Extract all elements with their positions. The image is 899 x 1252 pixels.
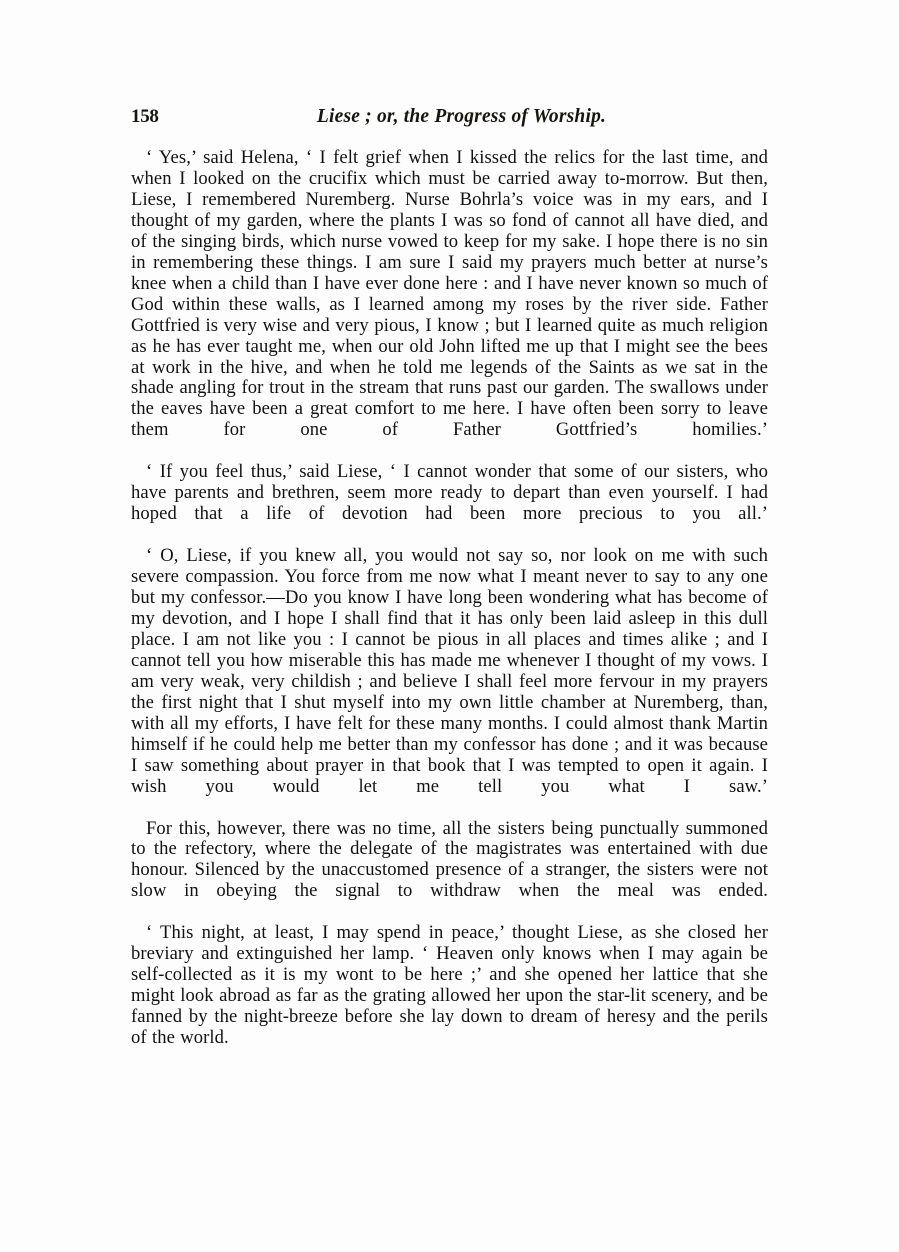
paragraph: ‘ Yes,’ said Helena, ‘ I felt grief when I kissed the relics for the last time, and when I looked on the crucifix which must be carried away to-morrow. But then, Liese, I remembered Nuremberg. Nurse Bohrla’s voice was in my ears, and I thought of my garden, where the plants I was so fond of cannot all have died, and of the singing birds, which nurse vowed to keep for my sake. I hope there is no sin in remembering these things. I am sure I said my prayers much better at nurse’s knee when a child than I have ever done here : and I have never known so much of God within these walls, as I learned among my roses by the river side. Father Gottfried is very wise and very pious, I know ; but I learned quite as much religion as he has ever taught me, when our old John lifted me up that I might see the bees at work in the hive, and when he told me legends of the Saints as we sat in the shade angling for trout in the stream that runs past our garden. The swallows under the eaves have been a great comfort to me here. I have often been sorry to leave them for one of Father Gottfried’s homilies.’ <box>131 147 768 441</box>
running-head-title: Liese ; or, the Progress of Worship. <box>316 106 607 127</box>
paragraph: ‘ This night, at least, I may spend in peace,’ thought Liese, as she closed her breviary and extinguished her lamp. ‘ Heaven only knows when I may again be self-collected as it is my wont to be here ;’ and she opened her lattice that she might look abroad as far as the grating allowed her upon the star-lit scenery, and be fanned by the night-breeze before she lay down to dream of heresy and the perils of the world. <box>131 922 768 1049</box>
running-head <box>131 106 768 132</box>
body-text-block <box>131 148 768 1049</box>
paragraph: ‘ O, Liese, if you knew all, you would not say so, nor look on me with such severe compassion. You force from me now what I meant never to say to any one but my confessor.—Do you know I have long been wondering what has become of my devotion, and I hope I shall find that it has only been laid asleep in this dull place. I am not like you : I cannot be pious in all places and times alike ; and I cannot tell you how miserable this has made me whenever I thought of my vows. I am very weak, very childish ; and believe I shall feel more fervour in my prayers the first night that I shut myself into my own little chamber at Nuremberg, than, with all my efforts, I have felt for these many months. I could almost thank Martin himself if he could help me better than my confessor has done ; and it was because I saw something about prayer in that book that I was tempted to open it again. I wish you would let me tell you what I saw.’ <box>131 545 768 797</box>
page-folio-number: 158 <box>131 106 159 127</box>
paragraph: For this, however, there was no time, all the sisters being punctually summoned to the refectory, where the delegate of the magistrates was entertained with due honour. Silenced by the unaccustomed presence of a stranger, the sisters were not slow in obeying the signal to withdraw when the meal was ended. <box>131 817 768 902</box>
paragraph: ‘ If you feel thus,’ said Liese, ‘ I cannot wonder that some of our sisters, who have parents and brethren, seem more ready to depart than even yourself. I had hoped that a life of devotion had been more precious to you all.’ <box>131 461 768 525</box>
